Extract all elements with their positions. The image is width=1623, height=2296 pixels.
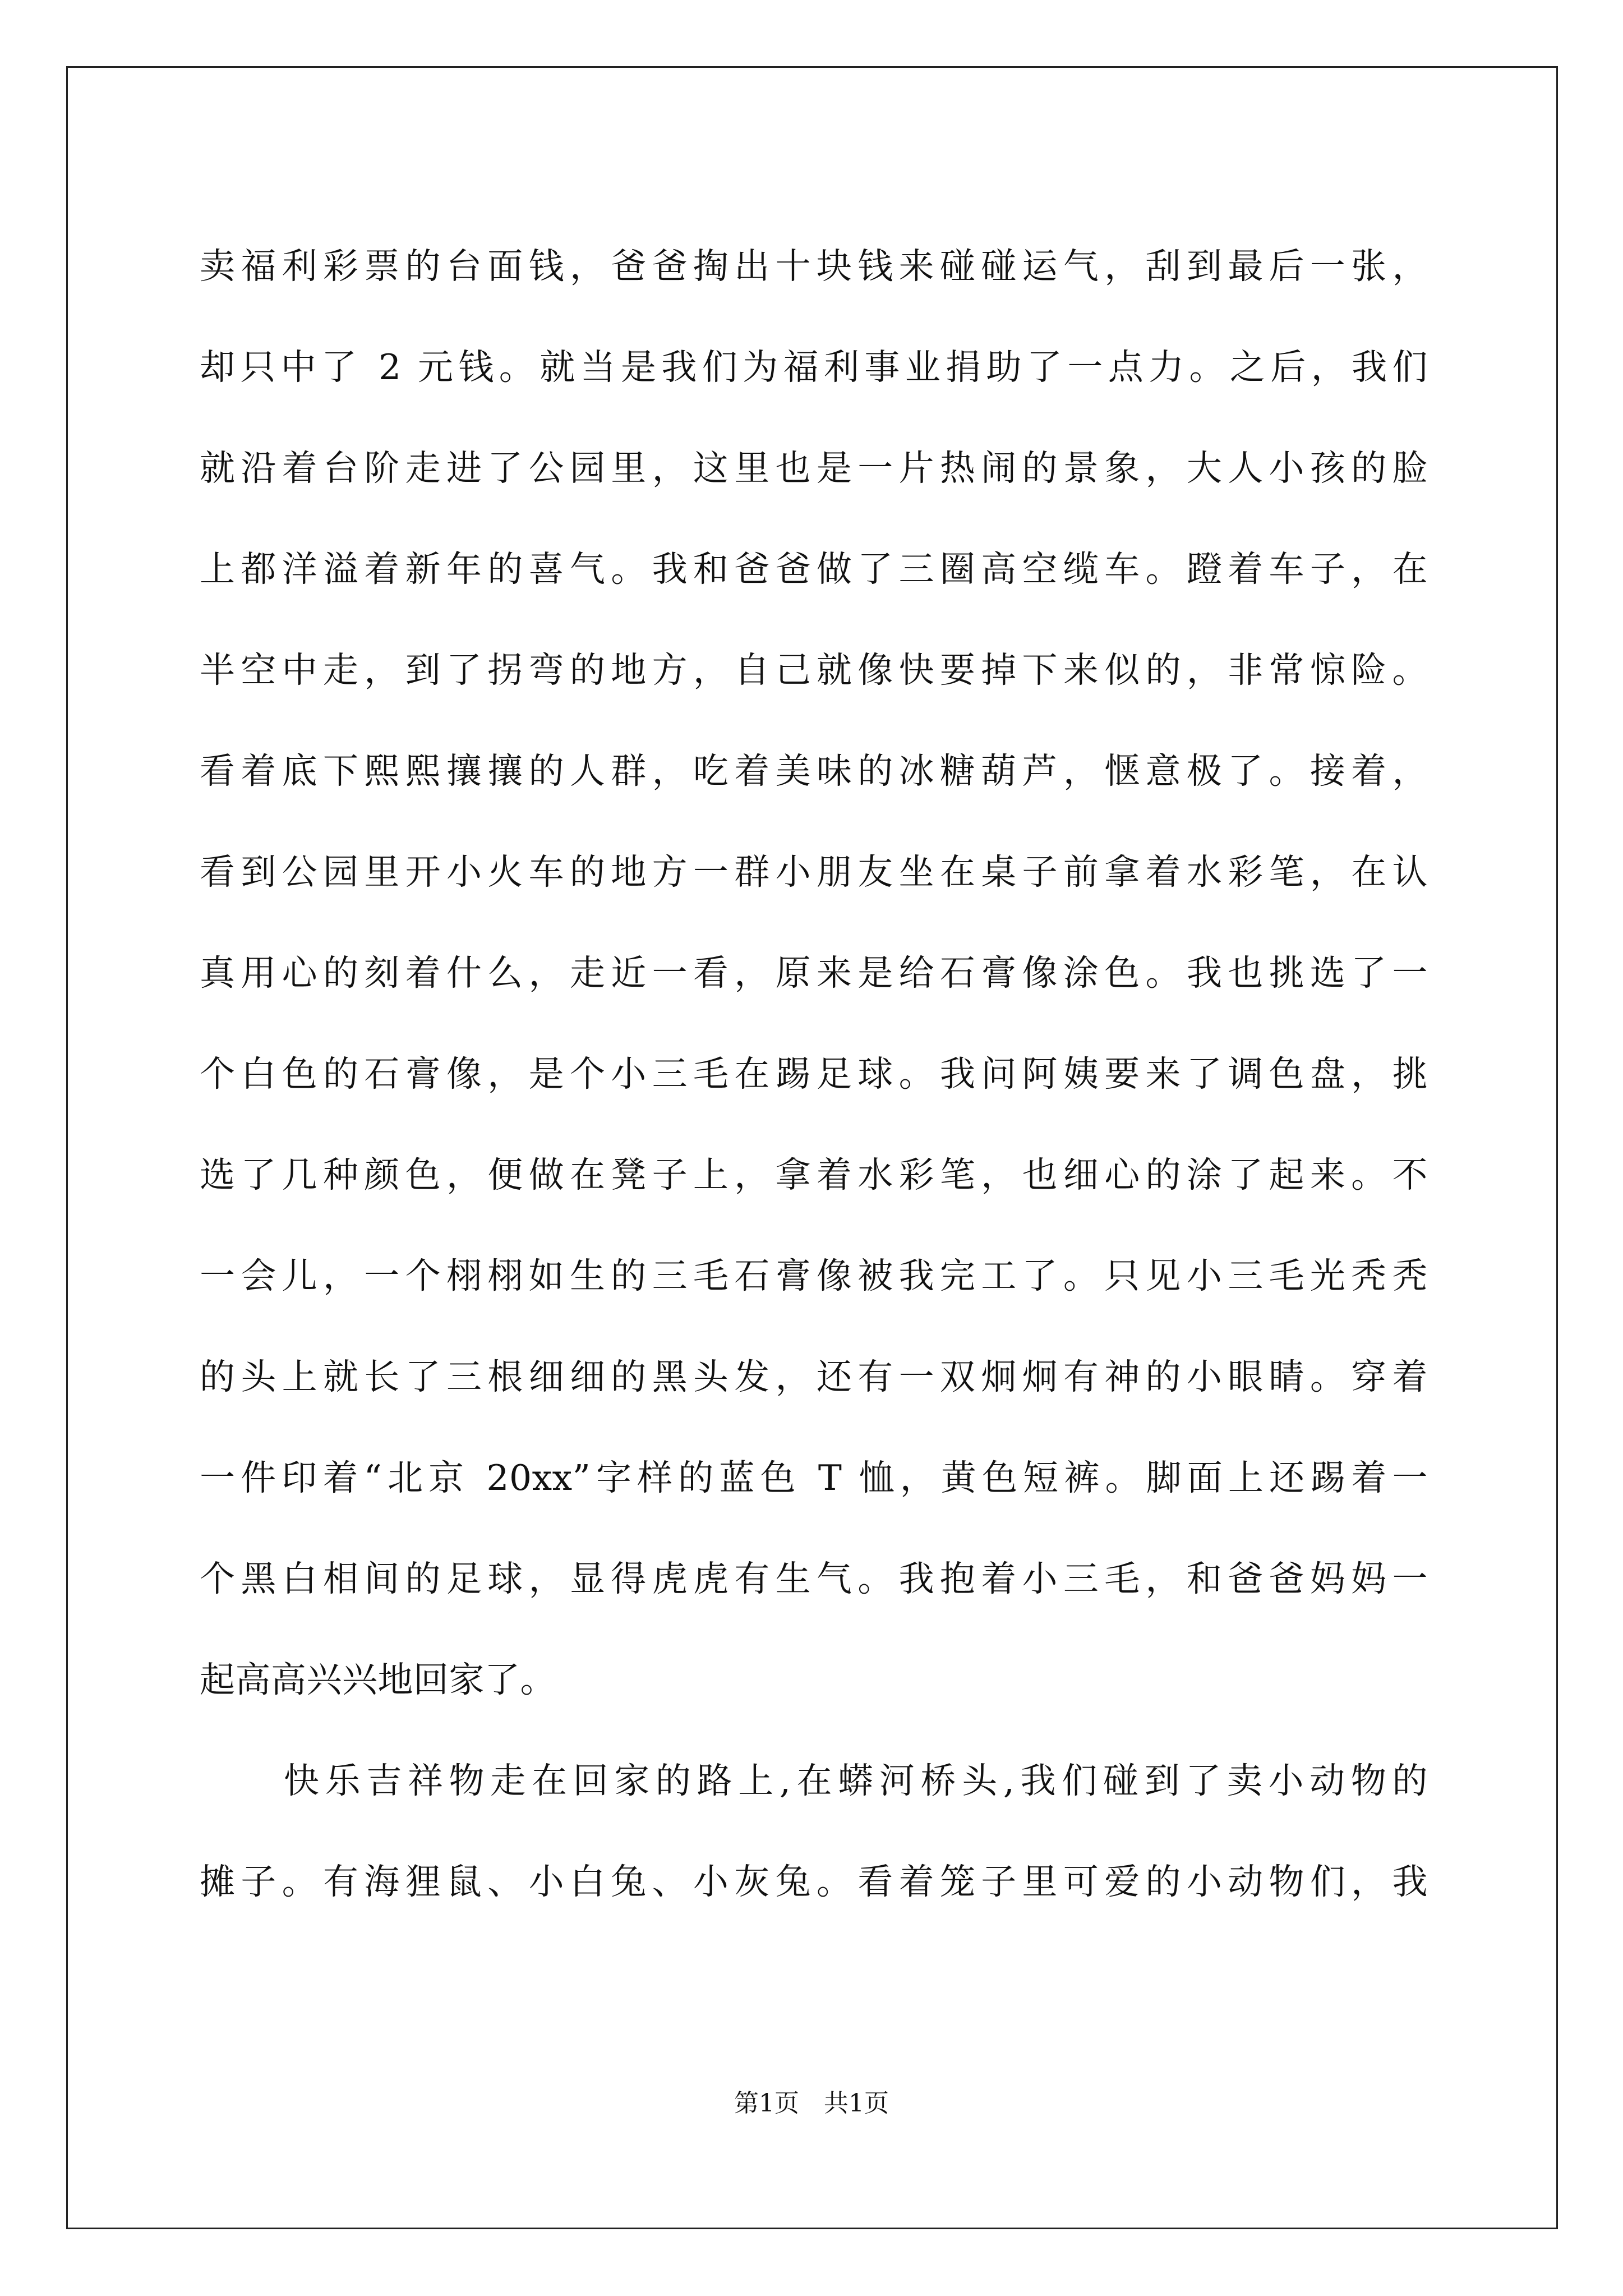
text-line: 卖福利彩票的台面钱，爸爸掏出十块钱来碰碰运气，刮到最后一张， (200, 246, 1428, 287)
text-line: 就沿着台阶走进了公园里，这里也是一片热闹的景象，大人小孩的脸 (200, 448, 1428, 489)
text-line: 一会儿，一个栩栩如生的三毛石膏像被我完工了。只见小三毛光秃秃 (200, 1255, 1428, 1296)
text-line: 选了几种颜色，便做在凳子上，拿着水彩笔，也细心的涂了起来。不 (200, 1154, 1428, 1195)
text-line: 却只中了 2 元钱。就当是我们为福利事业捐助了一点力。之后，我们 (200, 347, 1428, 388)
text-line: 起高高兴兴地回家了。 (200, 1659, 556, 1700)
page-footer: 第1页 共1页 (734, 2089, 889, 2118)
text-line: 真用心的刻着什么，走近一看，原来是给石膏像涂色。我也挑选了一 (200, 953, 1428, 993)
text-line: 上都洋溢着新年的喜气。我和爸爸做了三圈高空缆车。蹬着车子，在 (200, 549, 1428, 590)
text-line: 个黑白相间的足球，显得虎虎有生气。我抱着小三毛，和爸爸妈妈一 (200, 1558, 1428, 1599)
text-line: 一件印着“北京 20xx”字样的蓝色 T 恤，黄色短裤。脚面上还踢着一 (200, 1457, 1428, 1498)
text-line: 看着底下熙熙攘攘的人群，吃着美味的冰糖葫芦，惬意极了。接着， (200, 751, 1428, 792)
text-line: 看到公园里开小火车的地方一群小朋友坐在桌子前拿着水彩笔，在认 (200, 852, 1428, 892)
document-body (200, 216, 1428, 1932)
text-line: 摊子。有海狸鼠、小白兔、小灰兔。看着笼子里可爱的小动物们，我 (200, 1861, 1428, 1902)
text-line-paragraph-start: 快乐吉祥物走在回家的路上,在蟒河桥头,我们碰到了卖小动物的 (284, 1760, 1428, 1801)
text-line: 的头上就长了三根细细的黑头发，还有一双炯炯有神的小眼睛。穿着 (200, 1356, 1428, 1397)
text-line: 半空中走，到了拐弯的地方，自己就像快要掉下来似的，非常惊险。 (200, 650, 1428, 691)
text-line: 个白色的石膏像，是个小三毛在踢足球。我问阿姨要来了调色盘，挑 (200, 1053, 1428, 1094)
